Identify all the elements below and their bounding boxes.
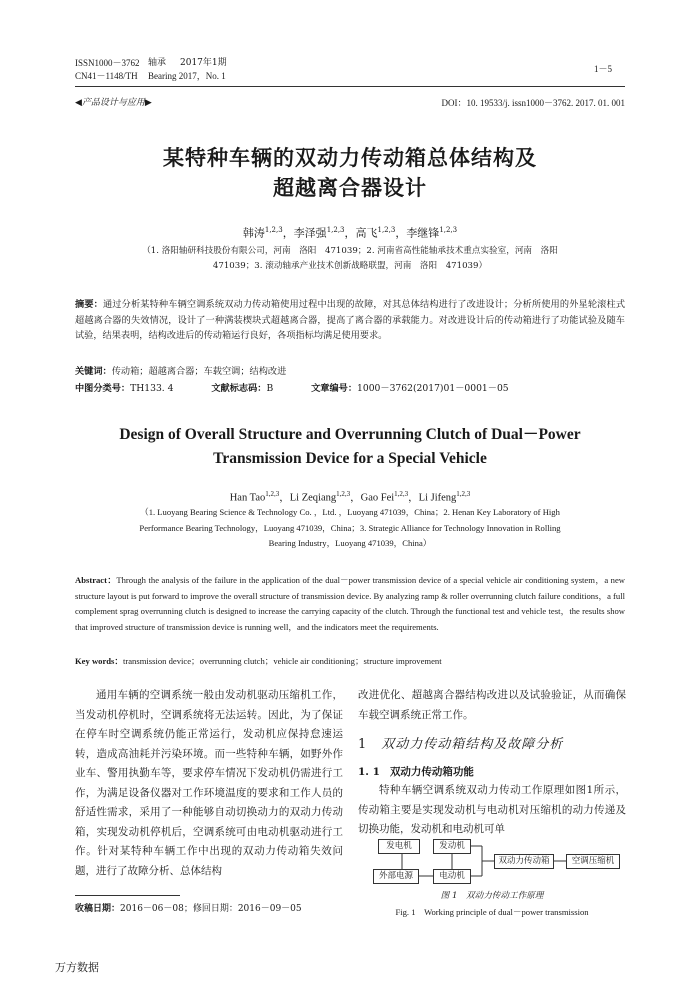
received-date: 收稿日期：2016－06－08；修回日期：2016－09－05 (75, 904, 302, 914)
title-zh-line2: 超越离合器设计 (273, 175, 427, 200)
issn: ISSN1000－3762 (75, 58, 140, 68)
figure-1-diagram (370, 836, 620, 886)
body-left: 通用车辆的空调系统一般由发动机驱动压缩机工作，当发动机停机时，空调系统将无法运转。因此，为了保证在停车时空调系统仍能正常运行，发动机应保持怠速运转，造成高油耗并污染环境。而一些特种车辆，如野外作业车、警用执勤车等，要求停车情况下发动机仍需进行工作，为满足设备仪器对工作环境温度的要求和工作人员的舒适性需求，采用了一种能够自动切换动力的双动力传动箱，实现发动机停机后，空调系统可由电动机驱动进行工作。针对某特种车辆工作中出现的双动力传动箱失效问题，进行了故障分析、总体结构 (75, 689, 343, 877)
cn-number: CN41－1148/TH (75, 71, 138, 81)
section-1-heading: 1 双动力传动箱结构及故障分析 (358, 737, 564, 752)
abstract-zh: 摘要：通过分析某特种车辆空调系统双动力传动箱使用过程中出现的故障，对其总体结构进行了改进设计；分析所使用的外星轮滚柱式超越离合器的失效情况，设计了一种满装楔块式超越离合器，提高了离合器的承载能力。对改进设计后的传动箱进行了功能试验及随车试验，结果表明，结构改进后的传动箱运行良好，各项指标均满足使用要求。 (75, 299, 626, 341)
abstract-en: Abstract：Through the analysis of the failure in the application of the dual－power transmission device of a special vehicle air conditioning system，a new structure layout is put forward to improve the overall structure of transmission device. By analyzing ramp & roller overrunning clutch failure conditions，a full complement sprag overrunning clutch is designed to increase the carrying capacity of the clutch. Through the functional test and vehicle test，the results show that improved structure of transmission device is running well，and the indicators meet the requirements. (75, 575, 625, 632)
generator-box: 发电机 (378, 839, 420, 854)
section-label: ◀产品设计与应用▶ (75, 98, 152, 108)
authors-en: Han Tao$^{1,2,3}$，Li Zeqiang$^{1,2,3}$，Gao Fei$^{1,2,3}$，Li Jifeng$^{1,2,3}$ (229, 490, 471, 504)
journal-cn: 轴承 (148, 58, 167, 68)
affiliations-en: （1. Luoyang Bearing Science & Technology Co. ，Ltd. ，Luoyang 471039，China；2. Henan Key Laboratory of High Performance Bearing Technology，Luoyang 471039，China；3. Strategic Alliance for Technology Innovation in Rolling Bearing Industry，Luoyang 471039，China） (139, 507, 561, 548)
issue-cn: 2017年1期 (180, 58, 227, 68)
affiliations-zh: （1. 洛阳轴研科技股份有限公司，河南 洛阳 471039；2. 河南省高性能轴承技术重点实验室，河南 洛阳 471039；3. 滚动轴承产业技术创新战略联盟，河南 洛阳 471039） (142, 246, 558, 271)
motor-box: 电动机 (433, 869, 471, 884)
title-en-line2: Transmission Device for a Special Vehicle (213, 450, 487, 467)
compressor-box: 空调压缩机 (566, 854, 620, 869)
external-power-box: 外部电源 (373, 869, 419, 884)
figure-1-caption-en: Fig. 1 Working principle of dual－power transmission (395, 907, 589, 917)
authors-zh: 韩涛$^{1,2,3}$，李泽强$^{1,2,3}$，高飞$^{1,2,3}$，李继锋$^{1,2,3}$ (242, 226, 458, 240)
watermark: 万方数据 (55, 961, 99, 974)
page-range: 1－5 (594, 64, 613, 74)
engine-box: 发动机 (433, 839, 471, 854)
keywords-en: Key words：transmission device；overrunning clutch；vehicle air conditioning；structure improvement (75, 656, 442, 666)
gearbox-box: 双动力传动箱 (494, 854, 554, 869)
classification: 中图分类号：TH133. 4 文献标志码：B 文章编号：1000－3762(2017)01－0001－05 (75, 383, 509, 394)
title-en-line1: Design of Overall Structure and Overrunning Clutch of Dual－Power (119, 426, 581, 443)
footnote-rule (75, 895, 180, 896)
body-right-1-1: 特种车辆空调系统双动力传动工作原理如图1所示，传动箱主要是实现发动机与电动机对压缩机的动力传递及切换功能，发动机和电动机可单 (358, 784, 626, 835)
figure-1-caption-zh: 图 1 双动力传动工作原理 (440, 891, 544, 901)
keywords-zh: 关键词：传动箱；超越离合器；车载空调；结构改进 (75, 366, 287, 377)
journal-en: Bearing 2017，No. 1 (148, 71, 226, 81)
doi: DOI：10. 19533/j. issn1000－3762. 2017. 01. 001 (441, 98, 625, 108)
subsection-1-1-heading: 1. 1 双动力传动箱功能 (358, 766, 474, 778)
header-rule (75, 86, 625, 87)
title-zh-line1: 某特种车辆的双动力传动箱总体结构及 (163, 145, 537, 170)
body-right-intro: 改进优化、超越离合器结构改进以及试验验证，从而确保车载空调系统正常工作。 (358, 689, 626, 721)
